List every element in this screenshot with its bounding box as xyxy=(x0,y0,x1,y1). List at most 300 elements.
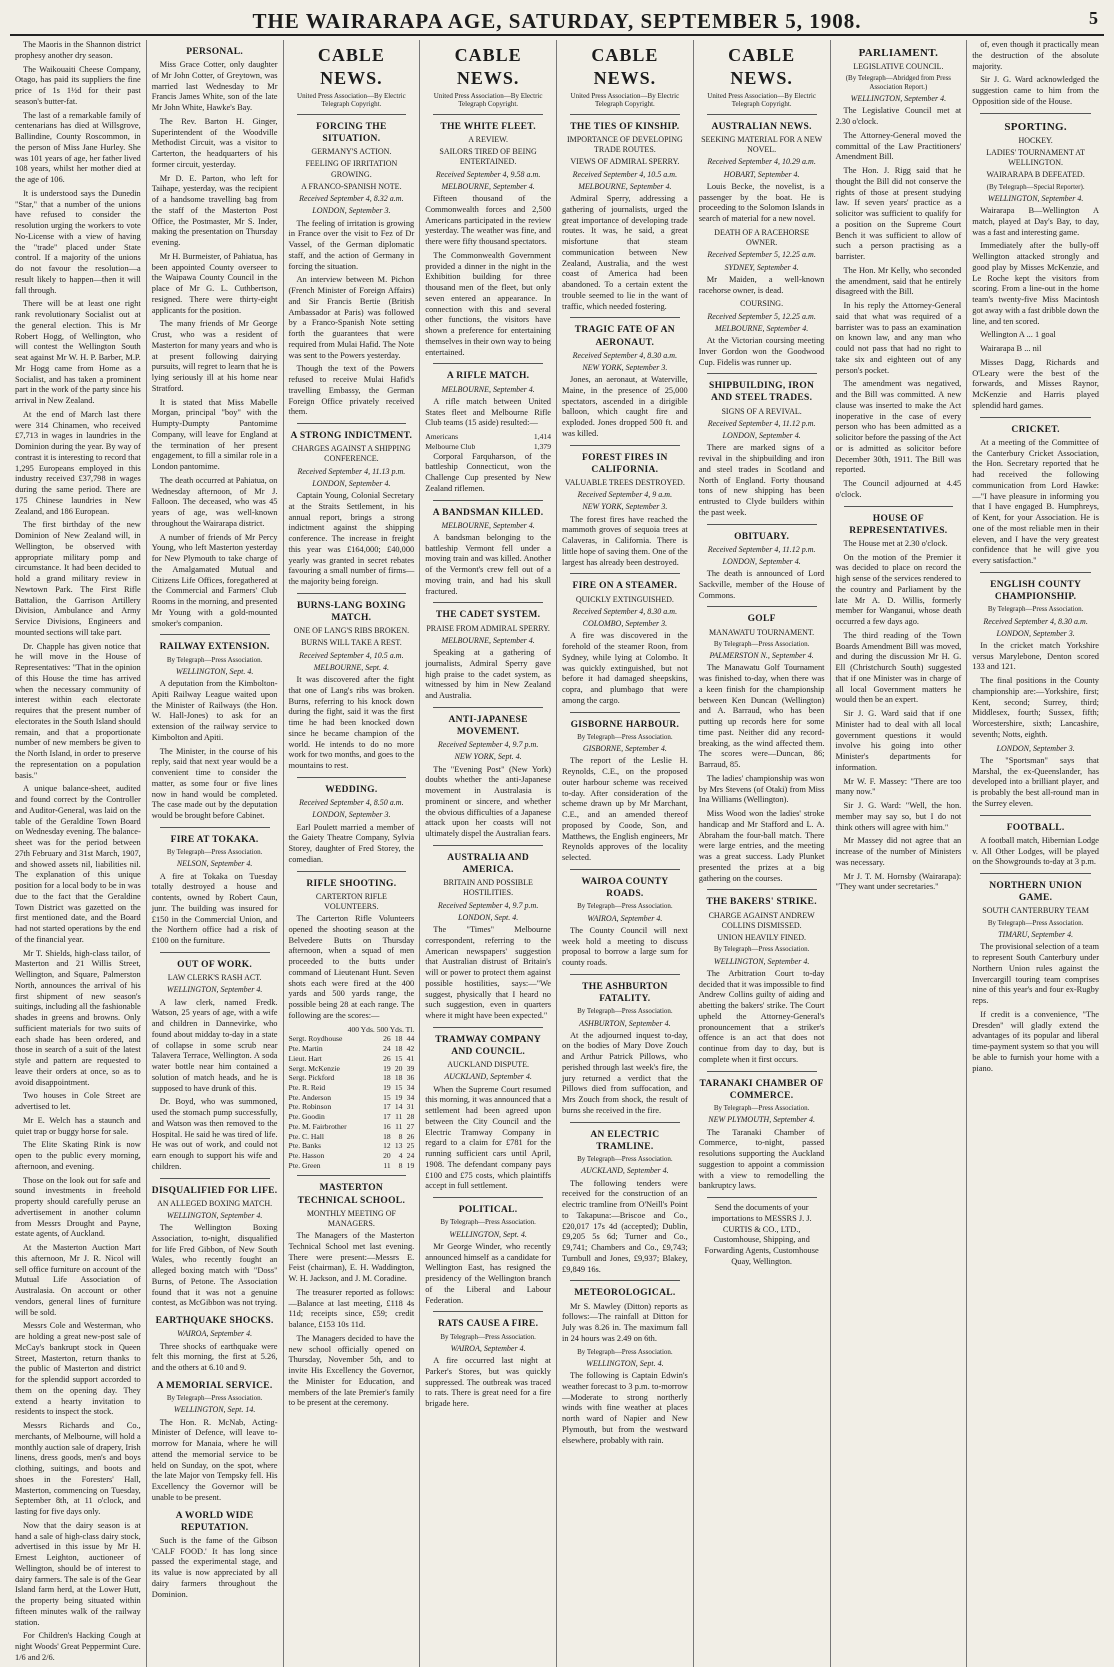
divider xyxy=(707,1071,817,1072)
paragraph: The "Evening Post" (New York) doubts whether the anti-Japanese movement in Australasia is prominent or sincere, and whether the obvious difficulties of a Japanese attack upon her coasts will not ultimately dispel the Australian fears. xyxy=(425,764,551,839)
article-heading: GISBORNE HARBOUR. xyxy=(570,719,680,730)
paragraph: A unique balance-sheet, audited and found correct by the Controller and Auditor-General, was laid on the table of the Geraldine Town Board on Wednesday evening. The balance-sheet was for the period between 27th February and 31st March, 1907, and showed assets nil, liabilities nil. The explanation of this unique position for a local body to be in was due to the fact that the Geraldine Town District was gazetted on the first mentioned date, and the Board had not started operations by the end of the financial year. xyxy=(15,784,141,944)
paragraph: The Hon. Mr Kelly, who seconded the amendment, said that he entirely disagreed with the Bill. xyxy=(835,265,962,297)
paragraph: When the Supreme Court resumed this morning, it was announced that a settlement had been agreed upon between the City Council and the Electric Tramway Company in regard to a claim for £781 for the running sufficient cars until April, 1908. The defendant company pays £100 and £75 costs, which plaintiffs accept in full settlement. xyxy=(425,1084,551,1191)
credit-line: United Press Association—By Electric Telegraph Copyright. xyxy=(433,92,543,109)
article-heading: BURNS-LANG BOXING MATCH. xyxy=(296,600,406,624)
table-row xyxy=(289,1073,415,1083)
article-heading: METEOROLOGICAL. xyxy=(574,1288,676,1299)
dateline: GISBORNE, September 4. xyxy=(582,744,667,754)
divider xyxy=(297,593,407,594)
received-line: Received September 4, 11.13 p.m. xyxy=(297,466,406,476)
paragraph: In the cricket match Yorkshire versus Marylebone, Denton scored 133 and 121. xyxy=(972,640,1099,672)
article-heading: CRICKET. xyxy=(1011,424,1060,435)
paragraph: Admiral Sperry, addressing a gathering of journalists, urged the great importance of developing trade routes. It was, he said, a great misfortune that steam communication between New Zealand, Australia, and the west coast of America had been abandoned. To a certain extent the trouble seemed to lie in the want of traffic, which needed fostering. xyxy=(562,194,688,311)
dateline: MELBOURNE, September 4. xyxy=(441,181,535,191)
masthead-title: THE WAIRARAPA AGE, SATURDAY, SEPTEMBER 5, 1908. xyxy=(252,9,862,33)
article-heading: THE WHITE FLEET. xyxy=(440,121,536,132)
credit-line: By Telegraph—Press Association. xyxy=(440,1332,536,1341)
article-heading: POLITICAL. xyxy=(458,1205,518,1216)
article-heading: WAIROA COUNTY ROADS. xyxy=(581,876,669,900)
score-value: 8 xyxy=(398,1160,403,1170)
received-line: Received September 4, 8.30 a.m. xyxy=(572,350,678,360)
paragraph: Mr W. F. Massey: "There are too many now." xyxy=(835,776,962,797)
score-name: Pte. C. Hall xyxy=(288,1131,324,1141)
dateline: WELLINGTON, September 4. xyxy=(987,193,1084,203)
received-line: Received September 4, 11.12 p.m. xyxy=(707,418,816,428)
article-heading: TRAMWAY COMPANY AND COUNCIL. xyxy=(435,1034,541,1057)
paragraph: Earl Poulett married a member of the Gaiety Theatre Company, Sylvia Storey, daughter of Fred Storey, the comedian. xyxy=(288,822,415,864)
credit-line: By Telegraph—Press Association. xyxy=(713,639,810,648)
paragraph: The following is Captain Edwin's weather forecast to 3 p.m. to-morrow—Moderate to strong northerly winds with fine weather at places north ward of Napier and New Plymouth, but from the westward elsewhere, probably with rain. xyxy=(562,1371,688,1445)
article-heading: THE TIES OF KINSHIP. xyxy=(570,121,680,132)
score-value: 34 xyxy=(406,1092,415,1102)
paragraph: Jones, an aeronaut, at Waterville, Maine, in the presence of 25,000 spectators, ascended in a dirigible balloon, which caught fire and exploded. Jones dropped 500 ft. and was killed. xyxy=(562,375,688,438)
table-row xyxy=(289,1151,415,1161)
credit-line: By Telegraph—Press Association. xyxy=(166,848,263,857)
table-row xyxy=(289,1141,415,1151)
received-line: Received September 4, 10.29 a.m. xyxy=(707,157,816,167)
rifle-match-table xyxy=(425,432,551,451)
paragraph: Sir J. G. Ward: "Well, the hon. member may say so, but I do not think others will agree with him." xyxy=(835,801,962,832)
subheading: LEGISLATIVE COUNCIL. xyxy=(853,62,944,72)
paragraph: It was discovered after the fight that one of Lang's ribs was broken. Burns, referring to his knock down during the fight, said it was the first time he had been knocked down since he became champion of the world. He intends to do no more work for two months, and goes to the mountains to rest. xyxy=(288,675,415,771)
article-heading: SHIPBUILDING, IRON AND STEEL TRADES. xyxy=(709,381,815,404)
divider xyxy=(570,573,680,574)
dateline: WELLINGTON, Sept. 4. xyxy=(175,666,254,676)
dateline: MELBOURNE, September 4. xyxy=(441,384,535,394)
score-value: 28 xyxy=(406,1112,415,1122)
article-heading: THE BAKERS' STRIKE. xyxy=(706,897,817,908)
paragraph: There are marked signs of a revival in the shipbuilding and iron and steel trades in Scotland and North of England. Forty thousand tons of new shipping has been entrusted to Clyde builders within the past week. xyxy=(698,443,825,517)
paragraph: The Council adjourned at 4.45 o'clock. xyxy=(835,479,962,499)
article-heading: NORTHERN UNION GAME. xyxy=(989,881,1083,904)
score-name: Pte. Robinson xyxy=(288,1102,332,1112)
article-heading: THE CADET SYSTEM. xyxy=(435,610,541,621)
paragraph: A fire was discovered in the forehold of the steamer Roon, from Sydney, while lying at Colombo. It was quickly extinguished, but not before it had damaged sheepskins, copra, and plumbago that were among the cargo. xyxy=(562,631,688,705)
paragraph: If credit is a convenience, "The Dresden" will gladly extend the advantages of its popular and liberal time-payment system so that you will be able to furnish your home with a piano. xyxy=(972,1009,1099,1073)
score-value: 18 xyxy=(394,1073,403,1083)
credit-line: By Telegraph—Press Association. xyxy=(713,1104,810,1113)
paragraph: Mr J. T. M. Hornsby (Wairarapa): "They want under secretaries." xyxy=(835,871,962,892)
credit-line: By Telegraph—Press Association. xyxy=(577,1007,673,1016)
dateline: NELSON, September 4. xyxy=(176,859,253,869)
score-value: 11 xyxy=(383,1160,391,1170)
article-heading: ENGLISH COUNTY CHAMPIONSHIP. xyxy=(990,579,1082,602)
score-name: Pte. R. Reid xyxy=(288,1082,326,1092)
subheading: BURNS WILL TAKE A REST. xyxy=(301,638,402,648)
score-value: 19 xyxy=(383,1082,391,1092)
article-heading: TRAGIC FATE OF AN AERONAUT. xyxy=(574,325,675,348)
dateline: ASHBURTON, September 4. xyxy=(579,1018,671,1028)
section-banner: CABLE NEWS. xyxy=(317,45,385,89)
paragraph: The final positions in the County championship are:—Yorkshire, first; Kent, second; Surrey, third; Middlesex, fourth; Sussex, fifth; Worcestershire, sixth; Lancashire, seventh; Notts, eighth. xyxy=(972,676,1099,739)
received-line: Received September 4, 10.5 a.m. xyxy=(299,650,404,660)
paragraph: Mr Maiden, a well-known racehorse owner, is dead. xyxy=(698,274,825,295)
paragraph: The Taranaki Chamber of Commerce, to-night, passed resolutions supporting the Auckland suggestion to appoint a commission with a view to remodelling the bankruptcy laws. xyxy=(698,1127,825,1191)
divider xyxy=(297,1175,407,1176)
score-value: 25 xyxy=(406,1141,415,1151)
score-name: Pte. Green xyxy=(288,1160,321,1170)
paragraph: In his reply the Attorney-General said that what was required of a barrister was to pass an examination on known law, and any man who could not pass that had no right to take six and eighteen out of any person's pocket. xyxy=(835,301,962,375)
article-heading: RIFLE SHOOTING. xyxy=(306,878,397,889)
article-heading: AUSTRALIA AND AMERICA. xyxy=(447,852,529,875)
subheading: VALUABLE TREES DESTROYED. xyxy=(564,478,685,488)
article-heading: PARLIAMENT. xyxy=(858,47,939,59)
score-value: 34 xyxy=(406,1082,415,1092)
credit-line: By Telegraph—Press Association. xyxy=(987,605,1084,614)
score-value: 15 xyxy=(383,1092,391,1102)
paragraph: The Attorney-General moved the committal of the Law Practitioners' Amendment Bill. xyxy=(835,130,962,162)
subheading: BRITAIN AND POSSIBLE HOSTILITIES. xyxy=(443,878,533,898)
paragraph: At the Victorian coursing meeting Inver Gordon won the Goodwood Cup. Fidelis was runner up. xyxy=(698,336,825,367)
subheading: FEELING OF IRRITATION GROWING. xyxy=(305,159,398,179)
column-7-parliament xyxy=(831,40,968,1667)
paragraph: At the Masterton Auction Mart this afternoon, Mr J. R. Nicol will sell office furniture on account of the Mutual Life Association of Australasia. On account or other vendors, general lines of furniture will be sold. xyxy=(15,1243,141,1317)
divider xyxy=(433,602,543,603)
dateline: NEW YORK, September 3. xyxy=(582,362,668,372)
received-line: Received September 4, 11.12 p.m. xyxy=(707,544,816,554)
dateline: SYDNEY, September 4. xyxy=(724,262,799,272)
section-heading: A MEMORIAL SERVICE. xyxy=(156,1380,273,1391)
paragraph: The Wellington Boxing Association, to-night, disqualified for life Fred Gibbon, of New South Wales, who recently fought an alleged boxing match with "Doss" Burns, of Petone. The Association found that it was not a genuine contest, as McGibbon was not trying. xyxy=(151,1223,278,1308)
subheading: WAIRARAPA B DEFEATED. xyxy=(986,170,1085,180)
paragraph: The forest fires have reached the mammoth groves of sequoia trees at Calaveras, in California. There is little hope of saving them. One of the largest has already been destroyed. xyxy=(562,514,688,567)
divider xyxy=(570,1122,680,1123)
score-name: Lieut. Hart xyxy=(288,1053,322,1063)
score-value: 24 xyxy=(406,1151,415,1160)
paragraph: The report of the Leslie H. Reynolds, C.E., on the proposed outer harbour scheme was received to-day. After consideration of the scheme drawn up by Mr Marchant, C.E., and an amended thereof proposed by Coode, Son, and Matthews, the English engineers, Mr Reynolds approves of the locality selected. xyxy=(562,756,688,863)
table-row: Melbourne Club 1,379 xyxy=(425,441,551,451)
score-name: Sergt. McKenzie xyxy=(288,1063,340,1073)
divider xyxy=(980,815,1091,816)
divider xyxy=(297,871,407,872)
paragraph: There will be at least one right rank revolutionary Socialist out at the general election. This is Mr Robert Hogg, of Wellington, who will contest the Wellington South seat against Mr W. H. P. Barber, M.P. Mr Hogg came from Home as a Socialist, and has taken a prominent part in the work of the party since his arrival in New Zealand. xyxy=(15,299,141,405)
divider xyxy=(570,114,680,115)
paragraph: The Managers decided to have the new school officially opened on Thursday, November 5th, and to invite His Excellency the Governor, the Minister for Education, and members of the late Premier's family to be present at the ceremony. xyxy=(288,1333,415,1408)
credit-line: By Telegraph—Press Association. xyxy=(987,918,1084,927)
divider xyxy=(707,1197,817,1198)
score-value: 17 xyxy=(383,1112,391,1122)
dateline: NEW YORK, Sept. 4. xyxy=(454,752,522,762)
dateline: LONDON, September 3. xyxy=(312,206,391,216)
subheading: UNION HEAVILY FINED. xyxy=(717,933,806,943)
divider xyxy=(570,445,680,446)
paragraph: The Minister, in the course of his reply, said that next year would be a convenient time to consider the matter, as some four or five lines now in hand would be completed. The case made out by the deputation would be brought before Cabinet. xyxy=(151,746,278,821)
paragraph: Mr Massey did not agree that an increase of the number of Ministers was necessary. xyxy=(835,836,962,867)
paragraph: Miss Wood won the ladies' stroke handicap and Mr Stafford and L. A. Abraham the four-ball match. There were large entries, and the meeting was a great success. Lady Plunket presented the prizes at a big gathering on the courses. xyxy=(698,809,825,883)
score-value: 42 xyxy=(406,1044,415,1054)
dateline: NEW YORK, September 3. xyxy=(582,502,668,512)
paragraph: The Managers of the Masterton Technical School met last evening. There were present:—Messrs E. Feist (chairman), E. H. Waddington, W. H. Jackson, and J. M. Coradine. xyxy=(288,1231,415,1284)
score-value: 17 xyxy=(383,1102,391,1112)
divider xyxy=(570,869,680,870)
dateline: TIMARU, September 4. xyxy=(998,930,1074,940)
divider xyxy=(297,423,407,424)
paragraph: Two houses in Cole Street are advertised to let. xyxy=(15,1091,141,1111)
score-value: 41 xyxy=(406,1053,415,1063)
score-value: 15 xyxy=(394,1053,403,1063)
score-value: 12 xyxy=(383,1141,391,1151)
score-value: 14 xyxy=(394,1102,403,1112)
table-row xyxy=(289,1122,415,1132)
paragraph: At a meeting of the Committee of the Canterbury Cricket Association, the Hon. Secretary reported that he had received the following communication from Lord Hawke:—"I have pleasure in informing you that I have engaged B. Humphreys, of Kent, for your Association. He is one of the most reliable men in their eleven, and I have the very greatest confidence that he will give you every satisfaction." xyxy=(972,437,1099,566)
paragraph: The Commonwealth Government provided a dinner in the night in the Exhibition building for three thousand men of the fleet, but only seven entered an appearance. In connection with this and several other functions, the visitors have shown a preference for entertaining themselves in their own way to being entertained. xyxy=(425,250,551,357)
table-row: Americans 1,414 xyxy=(425,432,551,442)
table-row xyxy=(289,1093,415,1103)
divider xyxy=(433,1197,543,1198)
paragraph: Dr. Chapple has given notice that he will move in the House of Representatives: "That in the opinion of this House the time has arrived when the necessary community of interest within each electorate requires that the present number of electorates in the South Island should remain, and that a proportionate number of new members be given to the North Island, in order to preserve the representation on a population basis." xyxy=(15,641,141,780)
score-value: 15 xyxy=(394,1082,403,1092)
paragraph: A bandsman belonging to the battleship Vermont fell under a moving train and was killed. Another of the Vermont's crew fell out of a moving train, and had his skull fractured. xyxy=(425,532,551,596)
score-name: Pte. Banks xyxy=(288,1141,321,1151)
table-row xyxy=(289,1132,415,1142)
subheading: SAILORS TIRED OF BEING ENTERTAINED. xyxy=(439,147,537,167)
paragraph: The Waikouaiti Cheese Company, Otago, has paid its suppliers the fine price of 1s 1½d for their past season's butter-fat. xyxy=(15,64,141,106)
divider xyxy=(297,114,407,115)
score-name: Pte. Martin xyxy=(288,1044,323,1054)
score-value: 13 xyxy=(394,1141,403,1151)
score-name: Pte. Goodin xyxy=(288,1112,325,1122)
paragraph: A football match, Hibernian Lodge v. All Other Lodges, will be played on the Showgrounds to-day at 3 p.m. xyxy=(972,835,1099,867)
paragraph: A fire at Tokaka on Tuesday totally destroyed a house and contents, owned by Robert Caun, junr. The building was insured for £150 in the Commercial Union, and the Northern office had a risk of £100 on the furniture. xyxy=(151,871,278,946)
score-value: 8 xyxy=(398,1131,403,1141)
article-heading: AUSTRALIAN NEWS. xyxy=(711,121,812,132)
page-number: 5 xyxy=(1089,8,1098,28)
received-line: Received September 5, 12.25 a.m. xyxy=(707,311,816,321)
table-row xyxy=(289,1054,415,1064)
paragraph: The Legislative Council met at 2.30 o'clock. xyxy=(835,106,962,127)
paragraph: The Manawatu Golf Tournament was finished to-day, when there was a keen finish for the championship between Ken Duncan (Wellington) and A. Barraud, who has been putting up records here for some time past. Neither did any record-breaking, as the wind affected them. The scores were—Duncan, 86; Barraud, 85. xyxy=(698,663,825,770)
received-line: Received September 5, 12.25 a.m. xyxy=(707,250,816,260)
section-heading: PERSONAL. xyxy=(186,47,244,57)
received-line: Received September 4, 9 a.m. xyxy=(577,490,673,500)
paragraph: The provisional selection of a team to represent South Canterbury under Northern Union rules against the Invercargill touring team comprises nine of this year's and four ex-Rugby reps. xyxy=(972,942,1099,1006)
paragraph: On the motion of the Premier it was decided to place on record the high sense of the services rendered to the country and Parliament by the late Mr A. D. Willis, formerly member for Wanganui, whose death occurred a few days ago. xyxy=(835,552,962,627)
article-heading: MASTERTON TECHNICAL SCHOOL. xyxy=(297,1183,406,1206)
paragraph: The Arbitration Court to-day decided that it was impossible to find Andrew Collins guilty of aiding and abetting the bakers' strike. The Court upheld the Attorney-General's pronouncement that a striker's offence is an act that does not continue from day to day, but is complete when it first occurs. xyxy=(698,968,825,1064)
table-row xyxy=(289,1034,415,1044)
dateline: MELBOURNE, September 4. xyxy=(714,323,809,333)
paragraph: A fire occurred last night at Parker's Stores, but was quickly suppressed. The outbreak was traced to rats. There is great need for a fire brigade here. xyxy=(425,1356,551,1409)
paragraph: At the end of March last there were 314 Chinamen, who received £7,713 in wages in laundries in the Dominion during the year. By way of contrast it is interesting to record that 1,295 Europeans employed in this industry received £37,798 in wages during the same period. There are 175 Chinese laundries in New Zealand, and 186 European. xyxy=(15,409,141,516)
received-line: Received September 4, 8.30 a.m. xyxy=(572,606,678,616)
score-value: 31 xyxy=(406,1102,415,1112)
paragraph: The "Sportsman" says that Marshal, the ex-Queenslander, has developed into a brilliant player, and is probably the best all-round man in the Surrey eleven. xyxy=(972,755,1099,808)
divider xyxy=(160,634,270,635)
subheading: CHARGES AGAINST A SHIPPING CONFERENCE. xyxy=(291,444,411,464)
credit-line: By Telegraph—Press Association. xyxy=(713,945,810,954)
subheading: ONE OF LANG'S RIBS BROKEN. xyxy=(293,626,410,636)
score-value: 44 xyxy=(406,1034,415,1044)
dateline: LONDON, September 3. xyxy=(996,743,1075,753)
column-5-cable-news xyxy=(557,40,694,1667)
divider xyxy=(707,889,817,890)
section-heading: RAILWAY EXTENSION. xyxy=(159,642,270,653)
article-heading: GOLF xyxy=(747,614,776,625)
divider xyxy=(433,500,543,501)
column-8-sporting xyxy=(967,40,1104,1667)
score-value: 26 xyxy=(383,1053,391,1063)
paragraph: The Maoris in the Shannon district prophesy another dry season. xyxy=(15,40,141,60)
score-value: 26 xyxy=(406,1131,415,1141)
paragraph: Though the text of the Powers refused to receive Mulai Hafid's travelling Embassy, the German Foreign Office privately received them. xyxy=(288,364,415,417)
subheading: CARTERTON RIFLE VOLUNTEERS. xyxy=(315,891,387,911)
subheading: SEEKING MATERIAL FOR A NEW NOVEL. xyxy=(701,135,823,155)
score-value: 18 xyxy=(383,1131,391,1141)
paragraph: Dr. Boyd, who was summoned, used the stomach pump successfully, and Watson was then removed to the Hospital. He said he was tired of life. He was out of work, and could not earn enough to support his wife and children. xyxy=(151,1097,278,1171)
score-name: Sergt. Roydhouse xyxy=(288,1034,343,1044)
paragraph: Now that the dairy season is at hand a sale of high-class dairy stock, advertised in this issue by Mr H. Ernest Leighton, auctioneer of Wellington, should be of interest to dairy farmers. The sale is of the Gear Island farm herd, at the Lower Hutt, the property being situated within fifteen minutes walk of the railway station. xyxy=(15,1520,141,1627)
table-row xyxy=(289,1044,415,1054)
article-heading: A STRONG INDICTMENT. xyxy=(290,431,413,442)
section-banner: CABLE NEWS. xyxy=(728,45,796,89)
section-heading: A WORLD WIDE REPUTATION. xyxy=(175,1510,254,1533)
paragraph: Mr H. Burmeister, of Pahiatua, has been appointed County overseer to the Waipawa County Council in the place of Mr G. L. Cuthbertson, resigned. There were thirty-eight applicants for the position. xyxy=(151,251,278,315)
dateline: WELLINGTON, Sept. 4. xyxy=(586,1358,664,1368)
dateline: WELLINGTON, September 4. xyxy=(850,94,947,104)
divider xyxy=(980,417,1091,418)
received-line: Received September 4, 9.7 p.m. xyxy=(437,900,539,910)
paragraph: Messrs Richards and Co., merchants, of Melbourne, will hold a monthly auction sale of drapery, Irish linens, dress goods, men's and boys clothing, suitings, and boots and shoes in the Foresters' Hall, Masterton, commencing on Tuesday, September 8th, at 11 o'clock, and lasting for five days only. xyxy=(15,1421,141,1516)
article-heading: HOUSE OF REPRESENTATIVES. xyxy=(849,513,948,536)
masthead xyxy=(10,6,1104,36)
table-row xyxy=(289,1064,415,1074)
paragraph: Messrs Cole and Westerman, who are holding a great new-post sale of McCay's bankrupt stock in Queen Street, Masterton, return thanks to the public of Masterton and district for the splendid support accorded to them on the opening day. They extend a hearty invitation to residents to inspect the stock. xyxy=(15,1321,141,1417)
divider xyxy=(980,113,1091,114)
score-value: 19 xyxy=(394,1092,403,1102)
dateline: WELLINGTON, September 4. xyxy=(166,985,263,995)
divider xyxy=(570,317,680,318)
subheading: HOCKEY. xyxy=(1018,135,1053,145)
dateline: LONDON, September 4. xyxy=(722,431,801,441)
score-name: Pte. Hasson xyxy=(288,1151,325,1160)
divider xyxy=(433,1027,543,1028)
paragraph: Mr George Winder, who recently announced himself as a candidate for Wellington East, has resigned the presidency of the Wellington branch of the Liberal and Labour Federation. xyxy=(425,1241,551,1305)
dateline: WAIROA, September 4. xyxy=(587,913,663,923)
dateline: LONDON, September 4. xyxy=(722,556,801,566)
column-4-cable-news xyxy=(420,40,557,1667)
dateline: LONDON, September 4. xyxy=(312,478,391,488)
dateline: HOBART, September 4. xyxy=(723,169,800,179)
received-line: Received September 4, 8.32 a.m. xyxy=(299,194,404,204)
paragraph: It is stated that Miss Mabelle Morgan, principal "boy" with the Humpty-Dumpty Pantomime Company, will leave for England at the termination of her present engagement, to fill a similar role in a London pantomime. xyxy=(151,397,278,472)
article-heading: FOOTBALL. xyxy=(1006,822,1065,833)
section-heading: OUT OF WORK. xyxy=(177,959,253,970)
divider xyxy=(433,363,543,364)
credit-line: By Telegraph—Press Association. xyxy=(440,1218,536,1227)
article-heading: THE ASHBURTON FATALITY. xyxy=(582,981,668,1004)
article-heading: FORCING THE SITUATION. xyxy=(316,121,387,144)
score-value: 36 xyxy=(406,1073,415,1083)
score-value: 20 xyxy=(383,1151,391,1160)
credit-line: (By Telegraph—Special Reporter). xyxy=(986,182,1085,191)
dateline: LONDON, September 3. xyxy=(312,810,391,820)
section-banner: CABLE NEWS. xyxy=(591,45,659,89)
paragraph: The County Council will next week hold a meeting to discuss proposal to borrow a large sum for county roads. xyxy=(562,925,688,968)
received-line: Received September 4, 8.30 a.m. xyxy=(983,616,1088,626)
divider xyxy=(297,777,407,778)
score-name: Sergt. Pickford xyxy=(288,1073,335,1083)
article-heading: WEDDING. xyxy=(325,784,378,795)
dateline: WELLINGTON, Sept. 14. xyxy=(173,1405,256,1415)
divider xyxy=(433,707,543,708)
divider xyxy=(160,952,270,953)
table-row xyxy=(289,1112,415,1122)
divider xyxy=(707,524,817,525)
subheading: GERMANY'S ACTION. xyxy=(311,147,392,157)
dateline: MELBOURNE, September 4. xyxy=(441,520,535,530)
paragraph: Those on the look out for safe and sound investments in freehold property should carefully peruse an advertisement in another column from Messrs Drought and Payne, estate agents, of Auckland. xyxy=(15,1175,141,1239)
paragraph: Miss Grace Cotter, only daughter of Mr John Cotter, of Greytown, was married last Wednesday to Mr Francis James White, son of the late Mr John White, Hawke's Bay. xyxy=(151,60,278,113)
divider xyxy=(433,845,543,846)
subheading: MANAWATU TOURNAMENT. xyxy=(709,627,815,637)
divider xyxy=(570,1280,680,1281)
score-value: 18 xyxy=(394,1044,403,1054)
table-row xyxy=(289,1083,415,1093)
column-1-local-news xyxy=(10,40,147,1667)
paragraph: Louis Becke, the novelist, is a passenger by the boat. He is proceeding to the Solomon Islands in search of material for a new novel. xyxy=(698,181,825,224)
article-heading: OBITUARY. xyxy=(734,531,790,542)
credit-line: By Telegraph—Press Association. xyxy=(577,1347,673,1356)
advertisement: Send the documents of your importations to MESSRS J. J. CURTIS & CO., LTD., Customhouse, Shipping, and Forwarding Agents, Customhouse Quay, Wellington. xyxy=(704,1203,819,1266)
paragraph: Wairarapa B—Wellington A match, played at Day's Bay, to day, was a fast and interesting game. xyxy=(972,206,1099,237)
dateline: MELBOURNE, Sept. 4. xyxy=(313,662,390,672)
score-value: 11 xyxy=(395,1112,403,1122)
subheading: LADIES' TOURNAMENT AT WELLINGTON. xyxy=(986,147,1086,168)
score-name: Pte. Anderson xyxy=(288,1092,332,1102)
section-heading: EARTHQUAKE SHOCKS. xyxy=(155,1316,274,1327)
subheading: MONTHLY MEETING OF MANAGERS. xyxy=(306,1208,396,1228)
score-line: Wairarapa B ... nil xyxy=(980,344,1042,354)
paragraph: For Children's Hacking Cough at night Woods' Great Peppermint Cure. 1/6 and 2/6. xyxy=(15,1631,141,1662)
columns xyxy=(10,40,1104,1662)
score-value: 27 xyxy=(406,1121,415,1131)
credit-line: By Telegraph—Press Association. xyxy=(577,902,673,911)
article-heading: AN ELECTRIC TRAMLINE. xyxy=(590,1129,660,1152)
paragraph: The Rev. Barton H. Ginger, Superintendent of the Woodville Methodist Circuit, was a visitor to Carterton, the headquarters of his former circuit, yesterday. xyxy=(151,116,278,169)
article-heading: RATS CAUSE A FIRE. xyxy=(438,1319,539,1330)
paragraph: The feeling of irritation is growing in France over the visit to Fez of Dr Vassel, of the German diplomatic staff, and the action of Germany in forcing the situation. xyxy=(288,218,415,271)
paragraph: Sir J. G. Ward said that if one Minister had to deal with all local government questions it would involve his going into other Minister's departments for information. xyxy=(835,709,962,772)
paragraph: The treasurer reported as follows:—Balance at last meeting, £118 4s 11d; receipts since, £59; credit balance, £153 10s 11d. xyxy=(288,1287,415,1330)
rifle-scores-table xyxy=(289,1034,415,1170)
paragraph: The death occurred at Pahiatua, on Wednesday afternoon, of Mr J. Falloon. The deceased, who was 45 years of age, was well-known throughout the Wairarapa district. xyxy=(151,475,278,528)
paragraph: The first birthday of the new Dominion of New Zealand will, in Wellington, be observed with appropriate military pomp and circumstance. It had been decided to hold a grand military review in Newtown Park. The First Rifle Battalion, the Garrison Artillery Division, Ambulance and Army Service Divisions, Engineers and mounted sections will take part. xyxy=(15,520,141,637)
received-line: Received September 4, 10.5 a.m. xyxy=(572,169,678,179)
subheading: IMPORTANCE OF DEVELOPING TRADE ROUTES. xyxy=(566,135,683,155)
credit-line: By Telegraph—Press Association. xyxy=(166,655,263,664)
score-value: 20 xyxy=(394,1063,403,1073)
score-value: 39 xyxy=(406,1063,415,1073)
paragraph: It is understood says the Dunedin "Star," that a number of the unions have refused to consider the resolution urging the workers to vote No-License with a view of having the "trade" placed under State control. If a majority of the unions do not favour the resolution—a result likely to happen—then it will fall through. xyxy=(15,188,141,295)
subheading: CHARGE AGAINST ANDREW COLLINS DISMISSED. xyxy=(708,910,815,930)
scores-header: 400 Yds. 500 Yds. Tl. xyxy=(347,1024,415,1034)
divider xyxy=(707,114,817,115)
paragraph: An interview between M. Pichon (French Minister of Foreign Affairs) and Sir Francis Bertie (British Ambassador at Paris) was followed by a Franco-Spanish Note setting forth the guarantees that were required from Mulai Hafid. The Note was sent to the Powers yesterday. xyxy=(288,275,415,360)
divider xyxy=(160,1178,270,1179)
table-row xyxy=(289,1102,415,1112)
subheading: VIEWS OF ADMIRAL SPERRY. xyxy=(570,157,680,167)
score-value: 26 xyxy=(383,1034,391,1044)
article-heading: A RIFLE MATCH. xyxy=(446,371,530,382)
score-line: Wellington A ... 1 goal xyxy=(980,330,1056,340)
paragraph: The ladies' championship was won by Mrs Stevens (of Otaki) from Miss Ina Williams (Wellington). xyxy=(698,773,825,805)
subheading: A REVIEW. xyxy=(468,135,508,144)
dateline: MELBOURNE, September 4. xyxy=(441,635,535,645)
subheading: AN ALLEGED BOXING MATCH. xyxy=(157,1198,273,1208)
article-heading: FOREST FIRES IN CALIFORNIA. xyxy=(582,452,668,475)
